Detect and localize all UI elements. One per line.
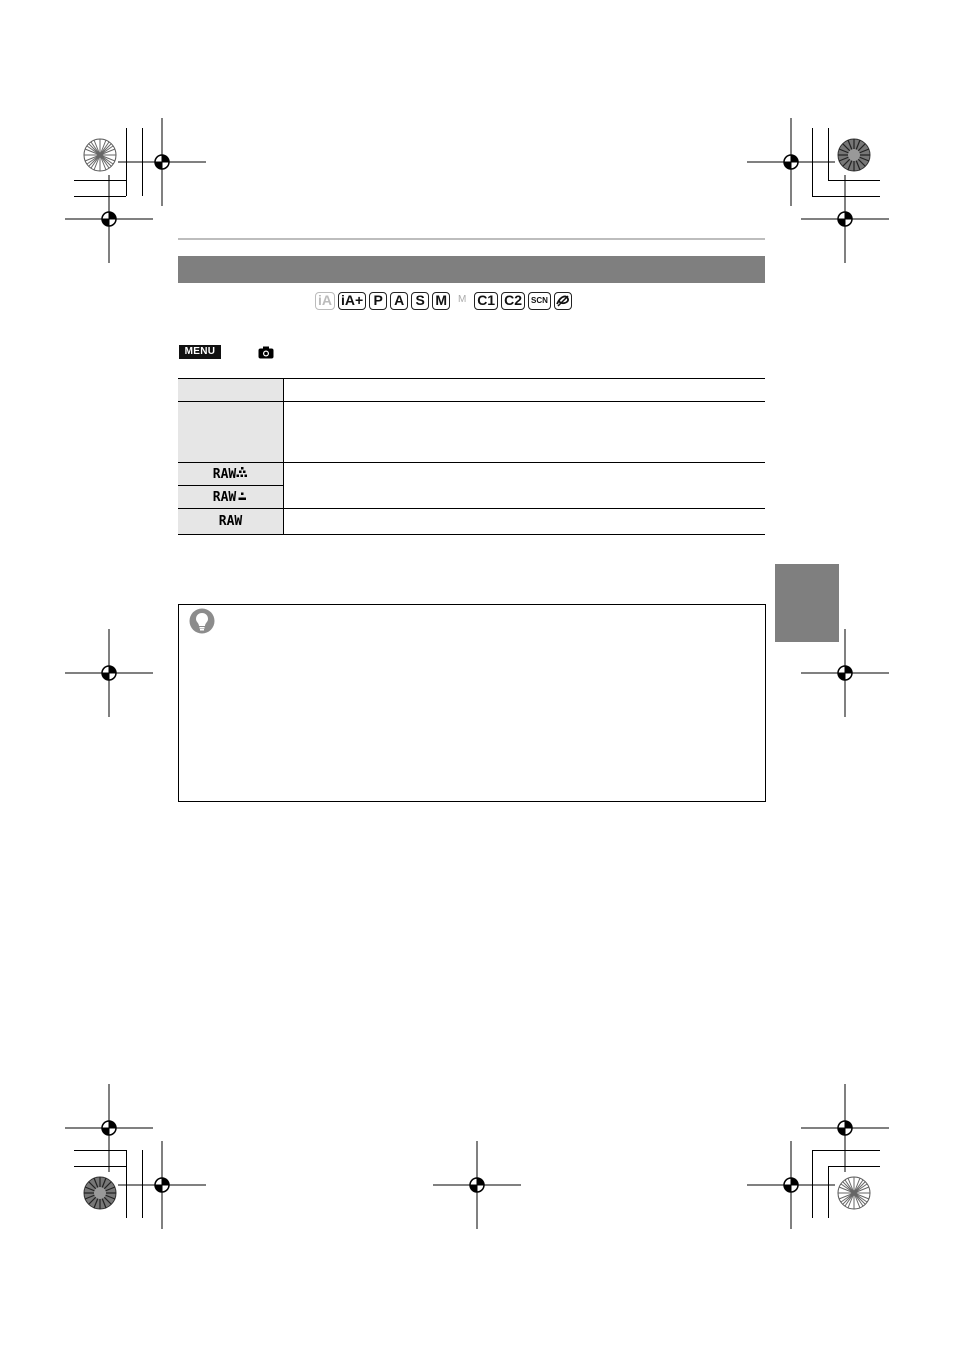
header-rule [178, 238, 765, 240]
raw-fine-label: RAW [212, 466, 237, 482]
chapter-side-tab [775, 564, 839, 642]
section-header-bar [178, 256, 765, 283]
raw-standard-key [178, 486, 284, 509]
mode-movie-m-icon: M [453, 292, 471, 310]
table-value-cell [284, 509, 766, 535]
mode-s-icon: S [411, 292, 429, 310]
table-row [178, 379, 765, 402]
tip-box [178, 604, 766, 802]
lightbulb-icon [189, 608, 215, 634]
raw-key [178, 509, 284, 535]
applicable-modes [315, 291, 572, 311]
mode-creative-icon [554, 292, 572, 310]
mode-ia-icon: iA [315, 292, 335, 310]
table-row [178, 509, 765, 535]
table-key-cell [178, 402, 284, 463]
mode-m-icon: M [432, 292, 450, 310]
mode-c1-icon: C1 [474, 292, 498, 310]
mode-ia-plus-icon: iA+ [338, 292, 366, 310]
mode-p-icon: P [369, 292, 387, 310]
table-row [178, 402, 765, 463]
fine-quality-icon [236, 467, 248, 479]
quality-table [178, 378, 765, 535]
raw-standard-label: RAW [212, 489, 237, 505]
raw-fine-key [178, 463, 284, 486]
mode-a-icon: A [390, 292, 408, 310]
standard-quality-icon [236, 490, 248, 502]
raw-label: RAW [218, 514, 243, 529]
camera-icon [258, 346, 274, 359]
mode-scn-icon: SCN [528, 292, 551, 310]
menu-tag: MENU [179, 345, 221, 359]
table-value-cell [284, 402, 766, 463]
table-row [178, 463, 765, 486]
table-value-cell [284, 463, 766, 509]
table-value-cell [284, 379, 766, 402]
mode-c2-icon: C2 [501, 292, 525, 310]
table-key-cell [178, 379, 284, 402]
